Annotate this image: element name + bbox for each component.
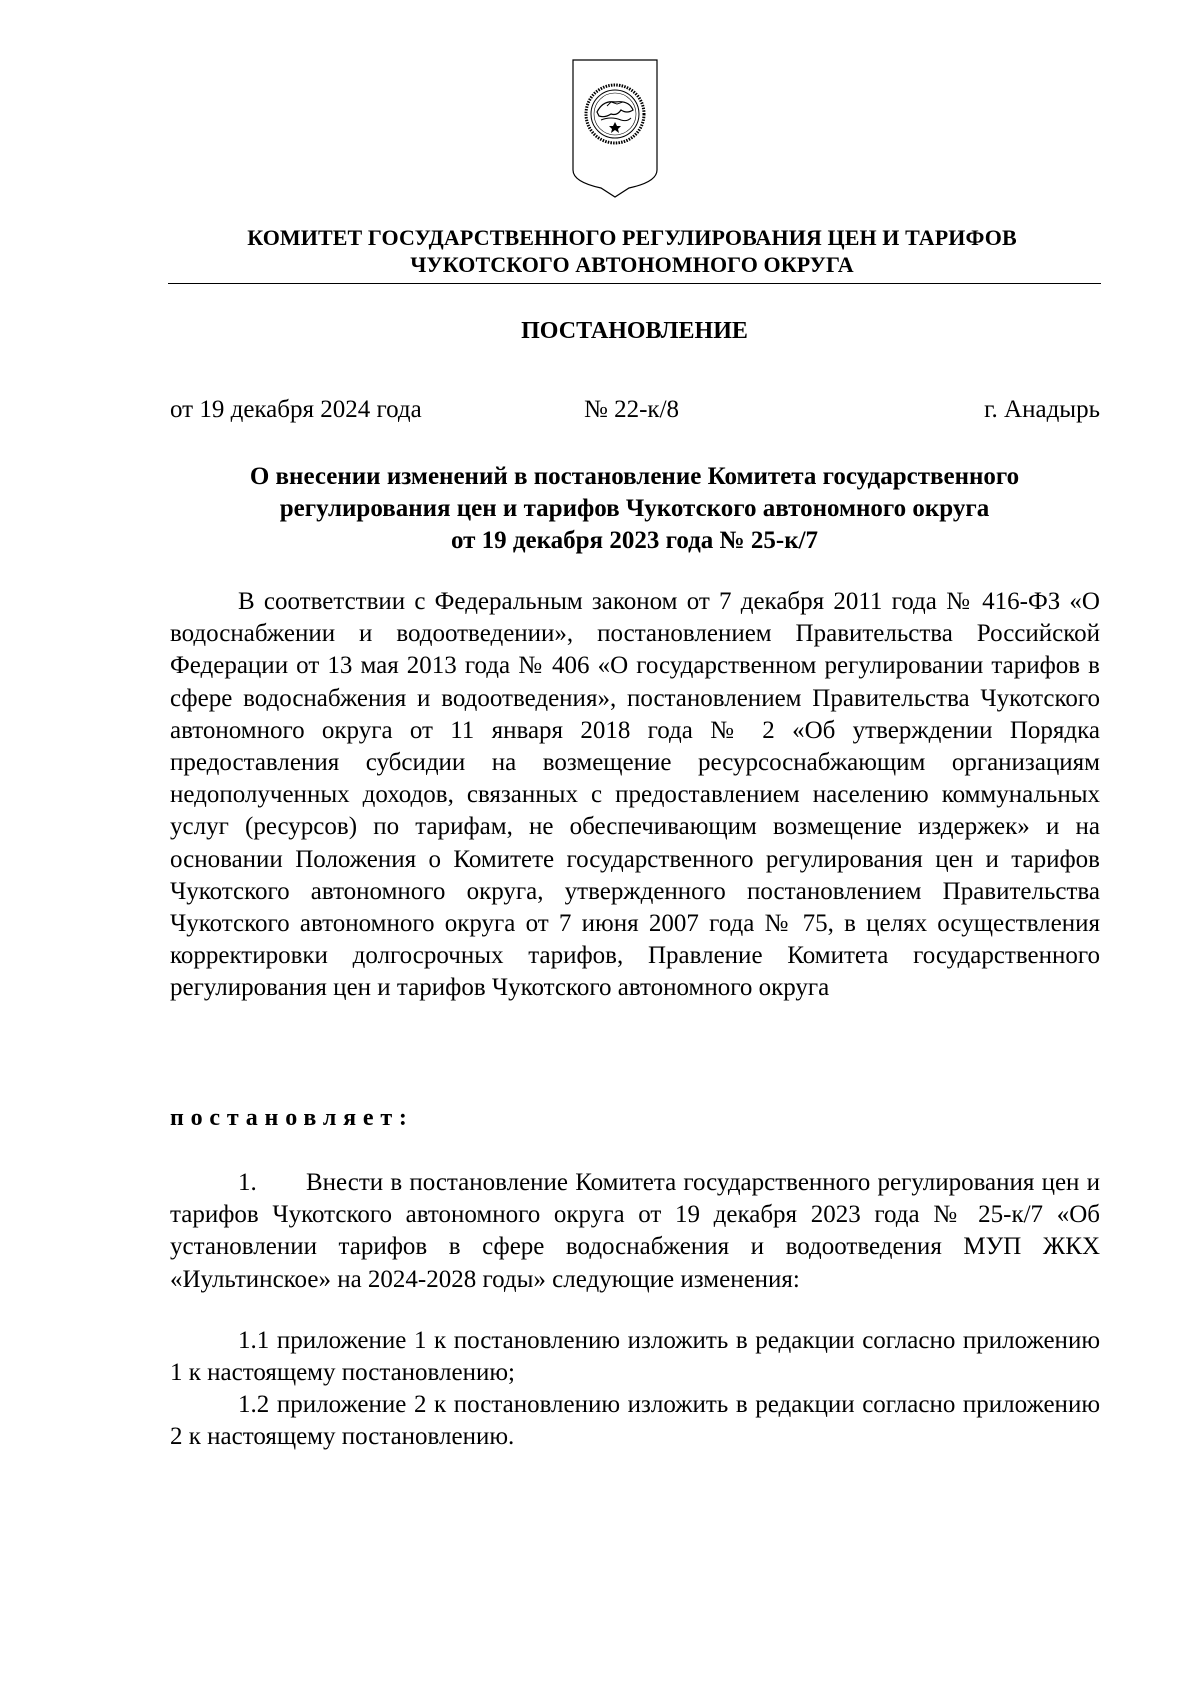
header-divider [168,283,1101,284]
item-1-1-paragraph: 1.1 приложение 1 к постановлению изложить в редакции согласно приложению 1 к настоящему постановлению; [170,1327,1100,1387]
item-1-2-paragraph: 1.2 приложение 2 к постановлению изложить в редакции согласно приложению 2 к настоящему постановлению. [170,1391,1100,1451]
item-1-number: 1. [238,1169,257,1196]
document-number: № 22-к/8 [584,396,680,423]
subject-line-2: регулирования цен и тарифов Чукотского автономного округа [279,495,990,522]
decree-word: постановляет: [170,1105,414,1131]
organization-line-1: КОМИТЕТ ГОСУДАРСТВЕННОГО РЕГУЛИРОВАНИЯ ЦЕН И ТАРИФОВ [247,225,1017,250]
organization-line-2: ЧУКОТСКОГО АВТОНОМНОГО ОКРУГА [410,252,854,277]
preamble-paragraph: В соответствии с Федеральным законом от 7 декабря 2011 года № 416-ФЗ «О водоснабжении и водоотведении», постановлением Правительства Российской Федерации от 13 мая 2013 года № 406 «О государственном регулировании тарифов в сфере водоснабжения и водоотведения», постановлением Правительства Чукотского автономного округа от 11 января 2018 года № 2 «Об утверждении Порядка предоставления субсидии на возмещение ресурсоснабжающим организациям недополученных доходов, связанных с предоставлением населению коммунальных услуг (ресурсов) по тарифам, не обеспечивающим возмещение издержек» и на основании Положения о Комитете государственного регулирования цен и тарифов Чукотского автономного округа, утвержденного постановлением Правительства Чукотского автономного округа от 7 июня 2007 года № 75, в целях осуществления корректировки долгосрочных тарифов, Правление Комитета государственного регулирования цен и тарифов Чукотского автономного округа [170,588,1100,1002]
subject-line-1: О внесении изменений в постановление Комитета государственного [249,463,1020,490]
document-date: от 19 декабря 2024 года [170,396,422,423]
organization-name [168,224,1096,278]
document-city: г. Анадырь [984,396,1100,423]
document-subject [168,461,1101,557]
item-1-paragraph [170,1167,1100,1296]
document-type-title: ПОСТАНОВЛЕНИЕ [521,318,748,344]
item-1-text: Внести в постановление Комитета государственного регулирования цен и тарифов Чукотского автономного округа от 19 декабря 2023 года № 25-к/7 «Об установлении тарифов в сфере водоснабжения и водоотведения МУП ЖКХ «Иультинское» на 2024-2028 годы» следующие изменения: [170,1169,1100,1293]
subject-line-3: от 19 декабря 2023 года № 25-к/7 [450,527,819,554]
coat-of-arms-emblem-icon [571,58,659,198]
